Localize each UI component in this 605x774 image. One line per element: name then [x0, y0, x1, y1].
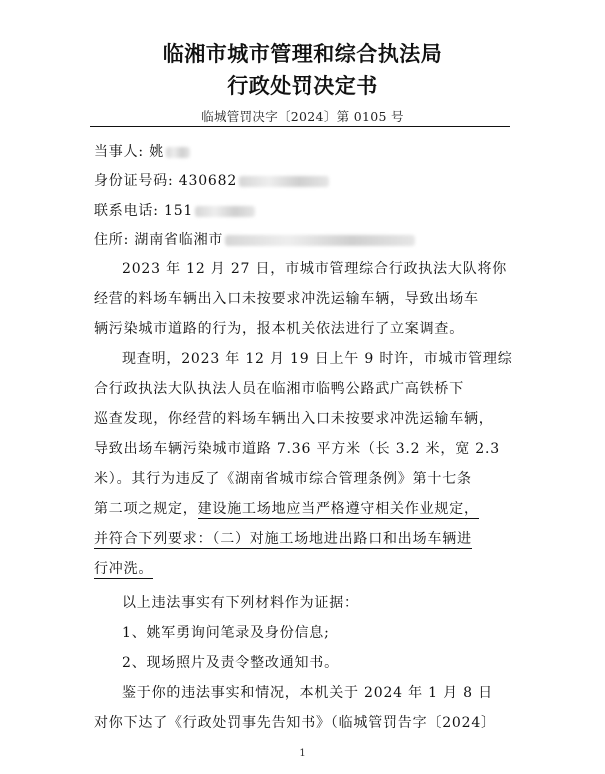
paragraph-evidence-intro: [94, 588, 514, 618]
paragraph-case-filing: [94, 254, 514, 344]
body-line: [94, 554, 514, 584]
party-phone-label: 联系电话:: [94, 203, 159, 219]
document-number: 临城管罚决字〔2024〕第 0105 号: [201, 109, 404, 124]
body-line: 以上违法事实有下列材料作为证据：: [122, 595, 359, 611]
body-line: [94, 494, 514, 524]
party-id-row: [94, 170, 329, 190]
redacted-name: [166, 147, 190, 158]
underlined-regulation-text: 建设施工场地应当严格遵守相关作业规定，: [197, 501, 479, 517]
evidence-item: 2、现场照片及责令整改通知书。: [122, 655, 339, 671]
paragraph-findings: [94, 344, 514, 584]
body-line: 鉴于你的违法事实和情况，本机关于 2024 年 1 月 8 日: [122, 685, 493, 701]
body-line: 合行政执法大队执法人员在临湘市临鸭公路武广高铁桥下: [94, 381, 464, 397]
party-address-row: [94, 229, 415, 249]
party-name-label: 当事人:: [94, 144, 144, 160]
party-name-row: [94, 141, 190, 161]
redacted-phone: [195, 206, 255, 217]
redacted-address: [225, 235, 415, 246]
redacted-id-number: [239, 176, 329, 187]
party-id-value: 430682: [178, 173, 238, 189]
body-line: 对你下达了《行政处罚事先告知书》（临城管罚告字〔2024〕: [94, 715, 496, 731]
party-address-value: 湖南省临湘市: [134, 232, 224, 248]
underlined-regulation-text: 并符合下列要求：（二）对施工场地进出路口和出场车辆进: [94, 531, 472, 547]
body-line: 经营的料场车辆出入口未按要求冲洗运输车辆，导致出场车: [94, 291, 479, 307]
document-type-title: 行政处罚决定书: [227, 74, 378, 98]
body-line: 巡查发现，你经营的料场车辆出入口未按要求冲洗运输车辆，: [94, 411, 494, 427]
body-line: 2023 年 12 月 27 日，市城市管理综合行政执法大队将你: [122, 261, 508, 277]
body-line: 米）。其行为违反了《湖南省城市综合管理条例》第十七条: [94, 471, 472, 487]
body-line: 辆污染城市道路的行为，报本机关依法进行了立案调查。: [94, 321, 464, 337]
body-text: 第二项之规定，: [94, 501, 198, 517]
paragraph-prior-notice: [94, 678, 514, 738]
party-id-label: 身份证号码:: [94, 173, 174, 189]
party-name-value: 姚: [149, 144, 164, 160]
body-line: [94, 524, 514, 554]
page-number: 1: [299, 748, 306, 759]
body-line: 导致出场车辆污染城市道路 7.36 平方米（长 3.2 米，宽 2.3: [94, 441, 500, 457]
party-phone-value: 151: [163, 203, 194, 219]
issuing-authority-title: 临湘市城市管理和综合执法局: [162, 42, 443, 66]
evidence-list: [94, 618, 514, 678]
party-phone-row: [94, 200, 255, 220]
body-line: 现查明，2023 年 12 月 19 日上午 9 时许，市城市管理综: [122, 351, 513, 367]
underlined-regulation-text: 行冲洗。: [94, 561, 154, 577]
party-address-label: 住所:: [94, 232, 130, 248]
evidence-item: 1、姚军勇询问笔录及身份信息;: [122, 625, 330, 641]
header-divider: [90, 126, 510, 127]
